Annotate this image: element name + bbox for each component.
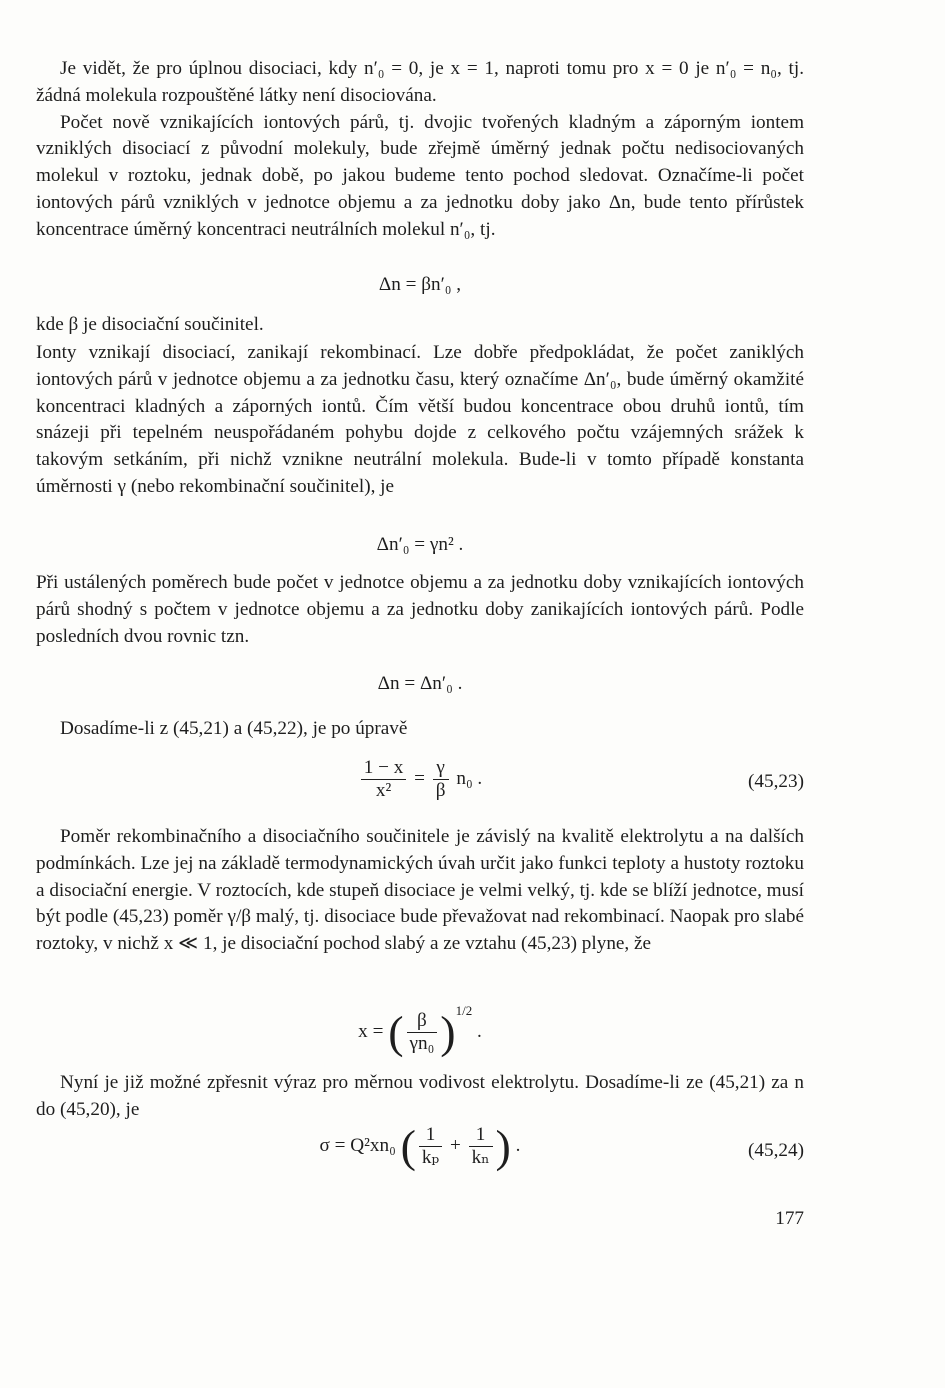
paragraph-4: Ionty vznikají disociací, zanikají rekombinací. Lze dobře předpokládat, že počet zaniklých iontových párů v jednotce objemu a za jednotku času, který označíme Δn′₀, bude úměrný okamžité koncentraci kladných a záporných iontů. Čím větší budou koncentrace obou druhů iontů, tím snázeji při tepelném neuspořádaném pohybu dojde z celkového počtu vzájemných srážek k takovým setkáním, při nichž vznikne neutrální molekula. Bude-li v tomto případě konstanta úměrnosti γ (nebo rekombinační součinitel), je [36,342,804,497]
page-number: 177 [775,1208,804,1229]
eq6-lhs: σ = Q²xn₀ [319,1134,396,1156]
eq6-fraction-2 [469,1124,493,1169]
text-block-4 [36,570,804,650]
eq5-denominator: γn₀ [409,1033,435,1055]
eq4-numerator: 1 − x [361,757,407,780]
equation-3: Δn = Δn′₀ . [377,673,463,694]
text-block-5 [36,716,804,743]
eq5-open-paren: ( [388,1006,404,1058]
eq5-close-paren: ) [440,1006,456,1058]
eq4-tail: n₀ . [456,767,483,789]
equation-number-45-24: (45,24) [748,1140,804,1161]
text-block-2 [36,312,804,339]
eq4-equals: = [414,767,425,789]
text-block-1 [36,56,804,244]
eq6-numerator-1: 1 [419,1124,442,1147]
text-block-6 [36,824,804,958]
paragraph-5: Při ustálených poměrech bude počet v jednotce objemu a za jednotku doby vznikajících iontových párů shodný s počtem v jednotce objemu a za jednotku doby zanikajících iontových párů. Podle posledních dvou rovnic tzn. [36,572,804,647]
paragraph-8: Nyní je již možné zpřesnit výraz pro měrnou vodivost elektrolytu. Dosadíme-li ze (45,21) za n do (45,20), je [36,1072,804,1120]
eq5-exponent: 1/2 [455,1003,473,1018]
equation-2: Δn′₀ = γn² . [376,534,464,555]
equation-number-45-23: (45,23) [748,771,804,792]
eq4-denominator: x² [375,780,392,801]
eq6-close-paren: ) [495,1120,511,1172]
eq6-tail: . [515,1134,521,1156]
eq6-plus: + [450,1134,461,1156]
eq6-denominator-2: kₙ [471,1147,490,1168]
paragraph-3: kde β je disociační součinitel. [36,314,264,335]
eq4-fraction-right [433,757,449,802]
eq5-numerator: β [407,1010,438,1033]
eq6-numerator-2: 1 [469,1124,493,1147]
eq6-fraction-1 [419,1124,442,1169]
paragraph-6: Dosadíme-li z (45,21) a (45,22), je po úpravě [60,718,408,739]
eq6-open-paren: ( [400,1120,416,1172]
equation-4 [36,757,804,813]
paragraph-7: Poměr rekombinačního a disociačního součinitele je závislý na kvalitě elektrolytu a na dalších podmínkách. Lze jej na základě termodynamických úvah určit jako funkci teploty a hustoty roztoku a disociační energie. V roztocích, kde stupeň disociace je velmi velký, tj. kde se blíží jednotce, musí být podle (45,23) poměr γ/β malý, tj. disociace bude převažovat nad rekombinací. Naopak pro slabé roztoky, v nichž x ≪ 1, je disociační pochod slabý a ze vztahu (45,23) plyne, že [36,826,804,955]
eq4-gamma: γ [433,757,449,780]
equation-1: Δn = βn′₀ , [378,274,462,295]
eq6-denominator-1: kₚ [421,1147,440,1168]
eq5-fraction [407,1010,438,1055]
eq4-fraction-left [361,757,407,802]
paragraph-1: Je vidět, že pro úplnou disociaci, kdy n′₀ = 0, je x = 1, naproti tomu pro x = 0 je n′₀ = n₀, tj. žádná molekula rozpouštěné látky není disociována. [36,58,804,106]
paragraph-2: Počet nově vznikajících iontových párů, tj. dvojic tvořených kladným a záporným iontem vzniklých disociací z původní molekuly, bude zřejmě úměrný jednak počtu nedisociovaných molekul v roztoku, jednak době, po jakou budeme tento pochod sledovat. Označíme-li počet iontových párů vzniklých v jednotce objemu a za jednotku doby jako Δn, bude tento přírůstek koncentrace úměrný koncentraci neutrálních molekul n′₀, tj. [36,111,804,240]
eq4-beta: β [435,780,446,801]
text-block-7 [36,1070,804,1124]
eq5-lhs: x = [358,1021,384,1042]
text-block-3 [36,340,804,501]
equation-5 [36,998,804,1060]
equation-6 [36,1120,804,1186]
eq5-tail: . [477,1021,482,1042]
